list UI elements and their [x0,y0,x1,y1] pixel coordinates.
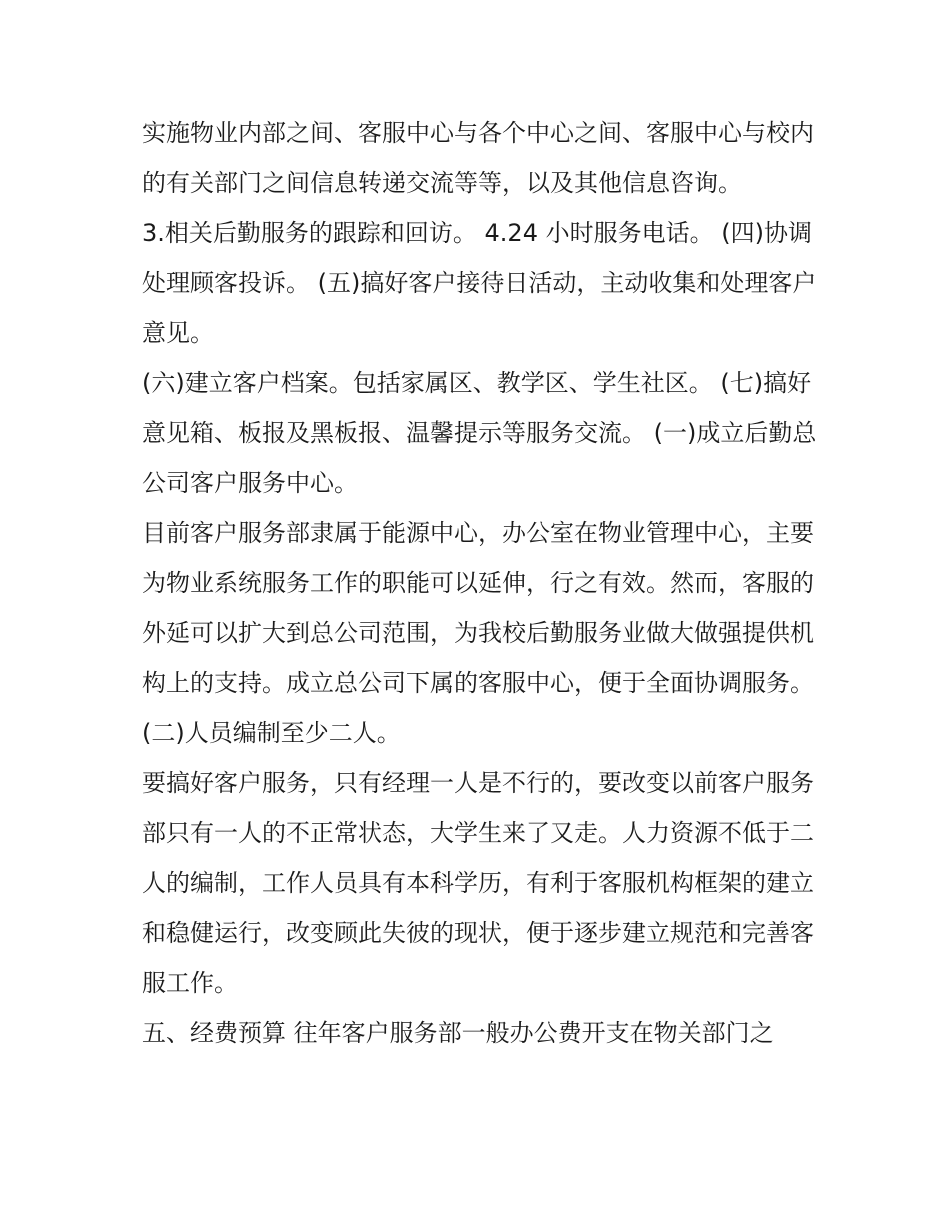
paragraph-1: 实施物业内部之间、客服中心与各个中心之间、客服中心与校内的有关部门之间信息转递交流等等，以及其他信息咨询。 [142,119,814,197]
paragraph-5: (二)人员编制至少二人。 [142,719,401,747]
paragraph-3: (六)建立客户档案。包括家属区、教学区、学生社区。 (七)搞好意见箱、板报及黑板报、温馨提示等服务交流。 (一)成立后勤总公司客户服务中心。 [142,369,817,497]
paragraph-6: 要搞好客户服务，只有经理一人是不行的，要改变以前客户服务部只有一人的不正常状态，大学生来了又走。人力资源不低于二人的编制，工作人员具有本科学历，有利于客服机构框架的建立和稳健运行，改变顾此失彼的现状，便于逐步建立规范和完善客服工作。 [142,769,814,997]
paragraph-4: 目前客户服务部隶属于能源中心，办公室在物业管理中心，主要为物业系统服务工作的职能可以延伸，行之有效。然而，客服的外延可以扩大到总公司范围，为我校后勤服务业做大做强提供机构上的支持。成立总公司下属的客服中心，便于全面协调服务。 [142,519,814,697]
paragraph-7: 五、经费预算 往年客户服务部一般办公费开支在物关部门之 [142,1019,774,1047]
document-body [142,108,822,1058]
paragraph-2: 3.相关后勤服务的跟踪和回访。 4.24 小时服务电话。 (四)协调处理顾客投诉。 (五)搞好客户接待日活动，主动收集和处理客户意见。 [142,219,817,347]
